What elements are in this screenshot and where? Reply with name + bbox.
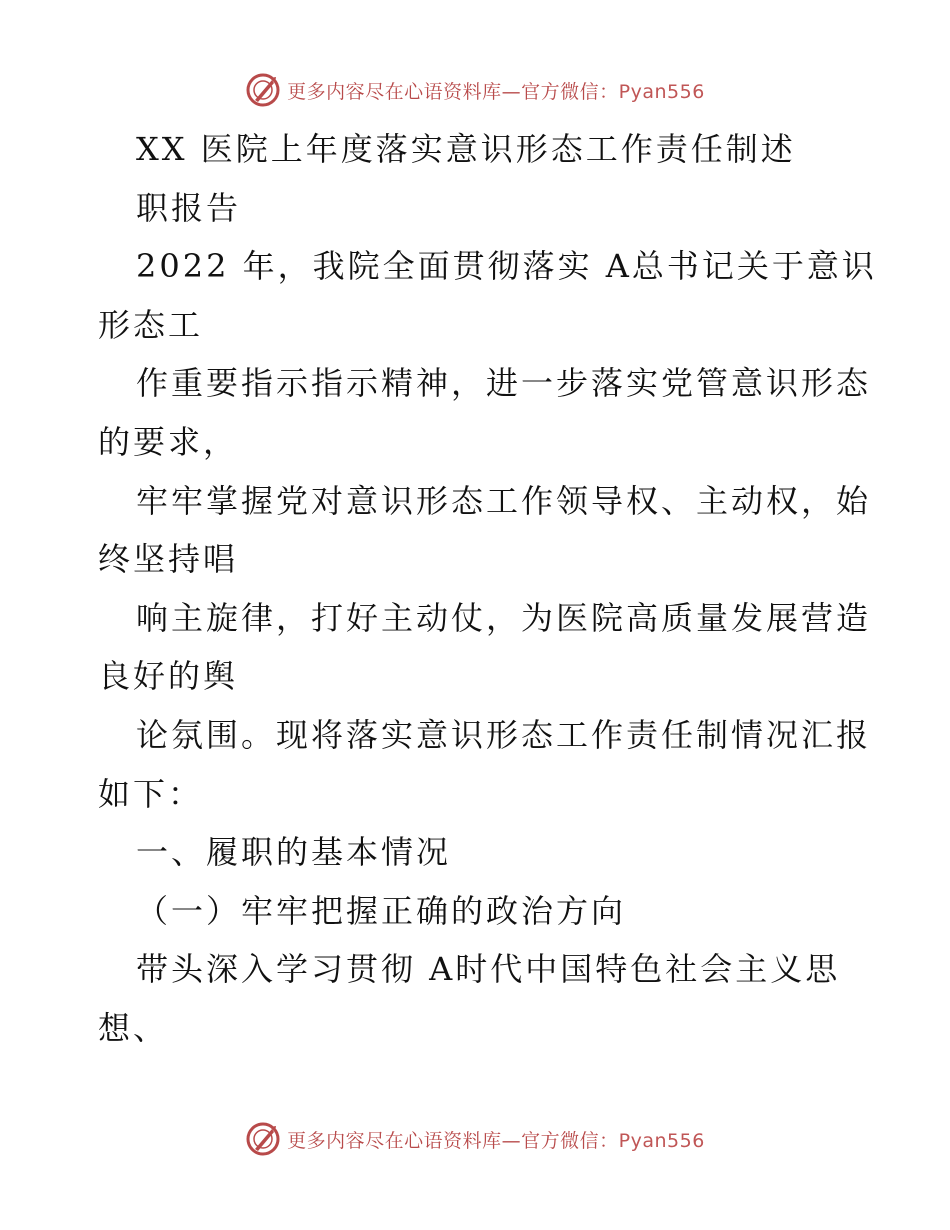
paragraph-line: 形态工 xyxy=(98,305,204,344)
banner-text: 更多内容尽在心语资料库—官方微信：Pyan556 xyxy=(287,80,705,103)
paragraph-line: 终坚持唱 xyxy=(98,540,239,579)
brand-logo-icon xyxy=(245,72,281,108)
paragraph-line: 良好的舆 xyxy=(98,657,239,696)
document-body xyxy=(98,120,877,1058)
paragraph-line: 想、 xyxy=(98,1008,169,1047)
brand-logo-icon xyxy=(245,1121,281,1157)
header-banner xyxy=(0,72,950,108)
banner-text: 更多内容尽在心语资料库—官方微信：Pyan556 xyxy=(287,1129,705,1152)
paragraph-line: 牢牢掌握党对意识形态工作领导权、主动权，始 xyxy=(136,481,872,520)
paragraph-line: 如下： xyxy=(98,774,204,813)
section-heading: 一、履职的基本情况 xyxy=(136,833,452,872)
title-line-1: XX 医院上年度落实意识形态工作责任制述 xyxy=(136,130,796,168)
wechat-account: Pyan556 xyxy=(618,1129,705,1152)
paragraph-line: 作重要指示指示精神，进一步落实党管意识形态 xyxy=(136,364,872,403)
paragraph-line: 2022 年，我院全面贯彻落实 A总书记关于意识 xyxy=(136,247,877,286)
wechat-account: Pyan556 xyxy=(618,80,705,103)
paragraph-line: 论氛围。现将落实意识形态工作责任制情况汇报 xyxy=(136,715,872,754)
paragraph-line: 带头深入学习贯彻 A时代中国特色社会主义思 xyxy=(136,950,841,989)
paragraph-line: 的要求， xyxy=(98,422,239,461)
footer-banner xyxy=(0,1121,950,1157)
title-line-2: 职报告 xyxy=(136,188,242,227)
subsection-heading: （一）牢牢把握正确的政治方向 xyxy=(136,891,627,930)
paragraph-line: 响主旋律，打好主动仗，为医院高质量发展营造 xyxy=(136,598,872,637)
